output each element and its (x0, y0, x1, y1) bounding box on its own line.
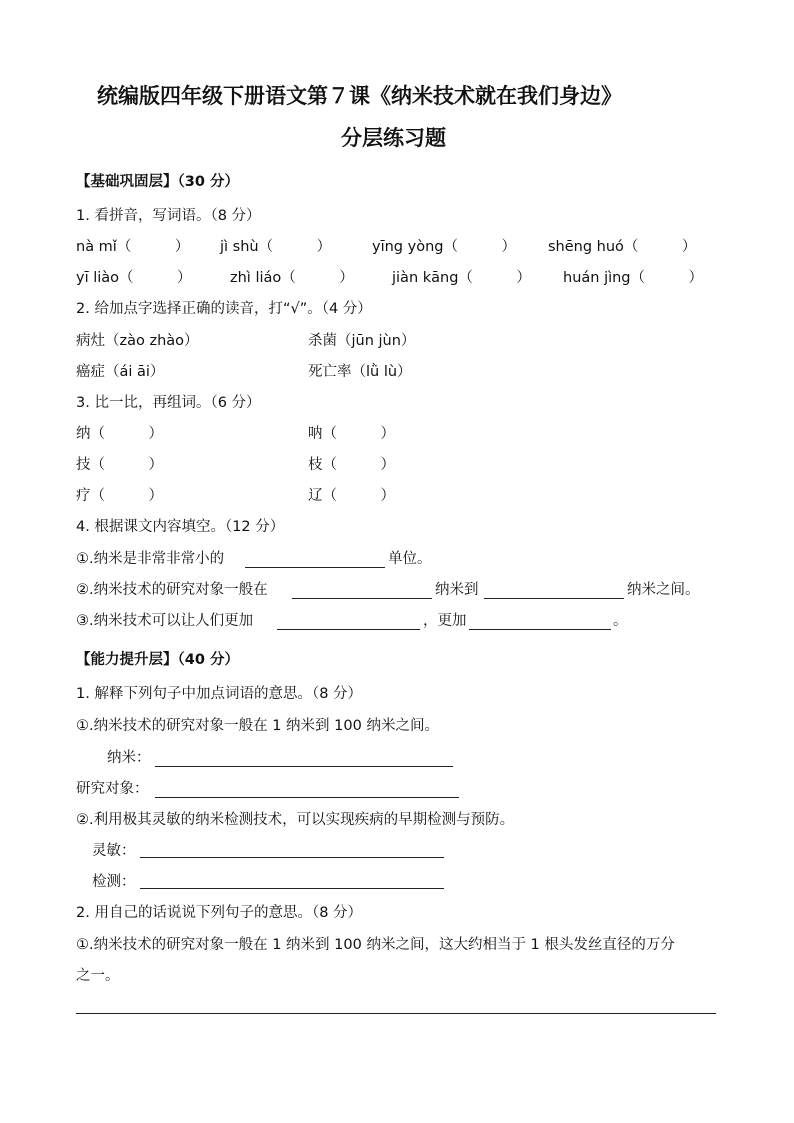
a1-sentence: ②.利用极其灵敏的纳米检测技术，可以实现疾病的早期检测与预防。 (76, 812, 515, 828)
answer-line[interactable] (140, 857, 444, 858)
section-ability-heading (76, 650, 239, 670)
q4-prompt: 4. 根据课文内容填空。（12 分） (76, 519, 285, 535)
a2-sentence-cont: 之一。 (76, 968, 120, 984)
page-subtitle: 分层练习题 (341, 125, 446, 150)
q1-item: jì shù（ ） (220, 239, 332, 255)
q4-s3-mid: ，更加 (423, 613, 467, 629)
q1-item: nà mǐ（ ） (76, 239, 190, 255)
a1-sentence: ①.纳米技术的研究对象一般在 1 纳米到 100 纳米之间。 (76, 718, 439, 734)
q4-s1-tail: 单位。 (388, 551, 432, 567)
blank-line[interactable] (245, 567, 385, 568)
q2-item: 病灶（zào zhào） (76, 333, 199, 349)
q3-item: 枝（ ） (308, 457, 395, 473)
a1-word-label: 纳米： (107, 750, 151, 766)
a1-prompt: 1. 解释下列句子中加点词语的意思。（8 分） (76, 686, 363, 702)
answer-line[interactable] (155, 766, 453, 767)
q1-item: zhì liáo（ ） (230, 270, 354, 286)
a1-word-label: 灵敏： (92, 843, 136, 859)
answer-line[interactable] (76, 1013, 716, 1014)
q3-item: 纳（ ） (76, 426, 163, 442)
q4-s2-mid: 纳米到 (435, 582, 479, 598)
section-ability-score: （40 分） (177, 652, 239, 668)
q2-item: 杀菌（jūn jùn） (308, 333, 416, 349)
a2-prompt: 2. 用自己的话说说下列句子的意思。（8 分） (76, 905, 363, 921)
q1-item: yī liào（ ） (76, 270, 192, 286)
section-ability-label: 【能力提升层】 (76, 652, 178, 668)
q1-item: yīng yòng（ ） (372, 239, 516, 255)
blank-line[interactable] (292, 598, 432, 599)
q4-s1-text: ①.纳米是非常非常小的 (76, 551, 225, 567)
q2-item: 癌症（ái āi） (76, 364, 165, 380)
q4-s2-tail: 纳米之间。 (627, 582, 700, 598)
q4-s2-text: ②.纳米技术的研究对象一般在 (76, 582, 268, 598)
q4-s3-text: ③.纳米技术可以让人们更加 (76, 613, 254, 629)
page-title: 统编版四年级下册语文第７课《纳米技术就在我们身边》 (97, 83, 622, 108)
section-basic-label: 【基础巩固层】 (76, 174, 178, 190)
section-basic-heading (76, 172, 239, 192)
a1-word-label: 研究对象： (76, 781, 149, 797)
q1-prompt: 1. 看拼音，写词语。（8 分） (76, 208, 261, 224)
q2-prompt: 2. 给加点字选择正确的读音，打“√”。（4 分） (76, 301, 372, 317)
answer-line[interactable] (155, 797, 459, 798)
q3-prompt: 3. 比一比，再组词。（6 分） (76, 395, 261, 411)
q2-item: 死亡率（lǜ lù） (308, 364, 412, 380)
section-basic-score: （30 分） (177, 174, 239, 190)
a1-word-label: 检测： (92, 874, 136, 890)
q4-s3-tail: 。 (613, 613, 628, 629)
a2-sentence: ①.纳米技术的研究对象一般在 1 纳米到 100 纳米之间，这大约相当于 1 根头发丝直径的万分 (76, 937, 675, 953)
q3-item: 技（ ） (76, 457, 163, 473)
blank-line[interactable] (277, 629, 420, 630)
answer-line[interactable] (140, 888, 444, 889)
q3-item: 辽（ ） (308, 488, 395, 504)
q1-item: jiàn kāng（ ） (392, 270, 531, 286)
blank-line[interactable] (469, 629, 611, 630)
blank-line[interactable] (484, 598, 624, 599)
q3-item: 疗（ ） (76, 488, 163, 504)
q1-item: shēng huó（ ） (548, 239, 697, 255)
q3-item: 呐（ ） (308, 426, 395, 442)
q1-item: huán jìng（ ） (563, 270, 704, 286)
